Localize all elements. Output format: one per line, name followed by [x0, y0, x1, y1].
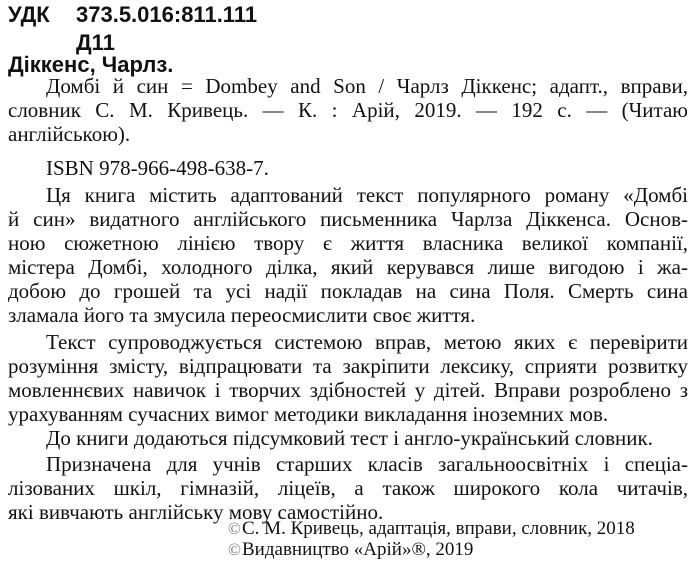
author-heading: Діккенс, Чарлз.: [8, 52, 174, 77]
copyright-text: С. М. Кривець, адаптація, вправи, словник, 2018: [242, 518, 635, 539]
annotation-line: лізованих шкіл, гімназій, ліцеїв, а також широкого кола читачів,: [8, 476, 688, 500]
annotation-line: й син» видатного англійського письменника Чарлза Діккенса. Основ-: [8, 207, 688, 231]
annotation-line: Текст супроводжується системою вправ, метою яких є перевірити: [46, 330, 688, 354]
description-line: словник С. М. Кривець. — К. : Арій, 2019. — 192 с. — (Читаю: [8, 98, 688, 122]
annotation-line: Призначена для учнів старших класів загальноосвітніх і спеціа-: [46, 452, 688, 476]
copyright-text: Видавництво «Арій»®, 2019: [242, 539, 474, 560]
description-line: англійською).: [8, 122, 131, 146]
udk-code: 373.5.016:811.111: [76, 2, 258, 27]
annotation-line: які вивчають англійську мову самостійно.: [8, 500, 384, 524]
udk-label: УДК: [8, 2, 50, 27]
annotation-line: До книги додаються підсумковий тест і англо-український словник.: [46, 426, 653, 450]
annotation-line: урахуванням сучасних вимог методики викладання іноземних мов.: [8, 402, 609, 426]
annotation-line: Ця книга містить адаптований текст популярного роману «Домбі: [46, 183, 688, 207]
annotation-line: розуміння змісту, відпрацювати та закріпити лексику, сприяти розвитку: [8, 354, 688, 378]
description-line: Домбі й син = Dombey and Son / Чарлз Діккенс; адапт., вправи,: [46, 74, 688, 98]
copyright-line: [228, 538, 473, 562]
copyright-icon: ©: [228, 540, 241, 559]
annotation-line: містера Домбі, холодного ділка, який керувався лише вигодою і жа-: [8, 255, 688, 279]
copyright-icon: ©: [228, 519, 241, 538]
annotation-line: ною сюжетною лінією твору є життя власника великої компанії,: [8, 231, 688, 255]
annotation-line: мовленнєвих навичок і творчих здібностей у дітей. Вправи розроблено з: [8, 378, 688, 402]
isbn: ISBN 978-966-498-638-7.: [46, 156, 269, 180]
author-sign: Д11: [76, 30, 115, 55]
annotation-line: добою до грошей та усі надії покладав на сина Поля. Смерть сина: [8, 279, 688, 303]
annotation-line: зламала його та змусила переосмислити своє життя.: [8, 303, 476, 327]
